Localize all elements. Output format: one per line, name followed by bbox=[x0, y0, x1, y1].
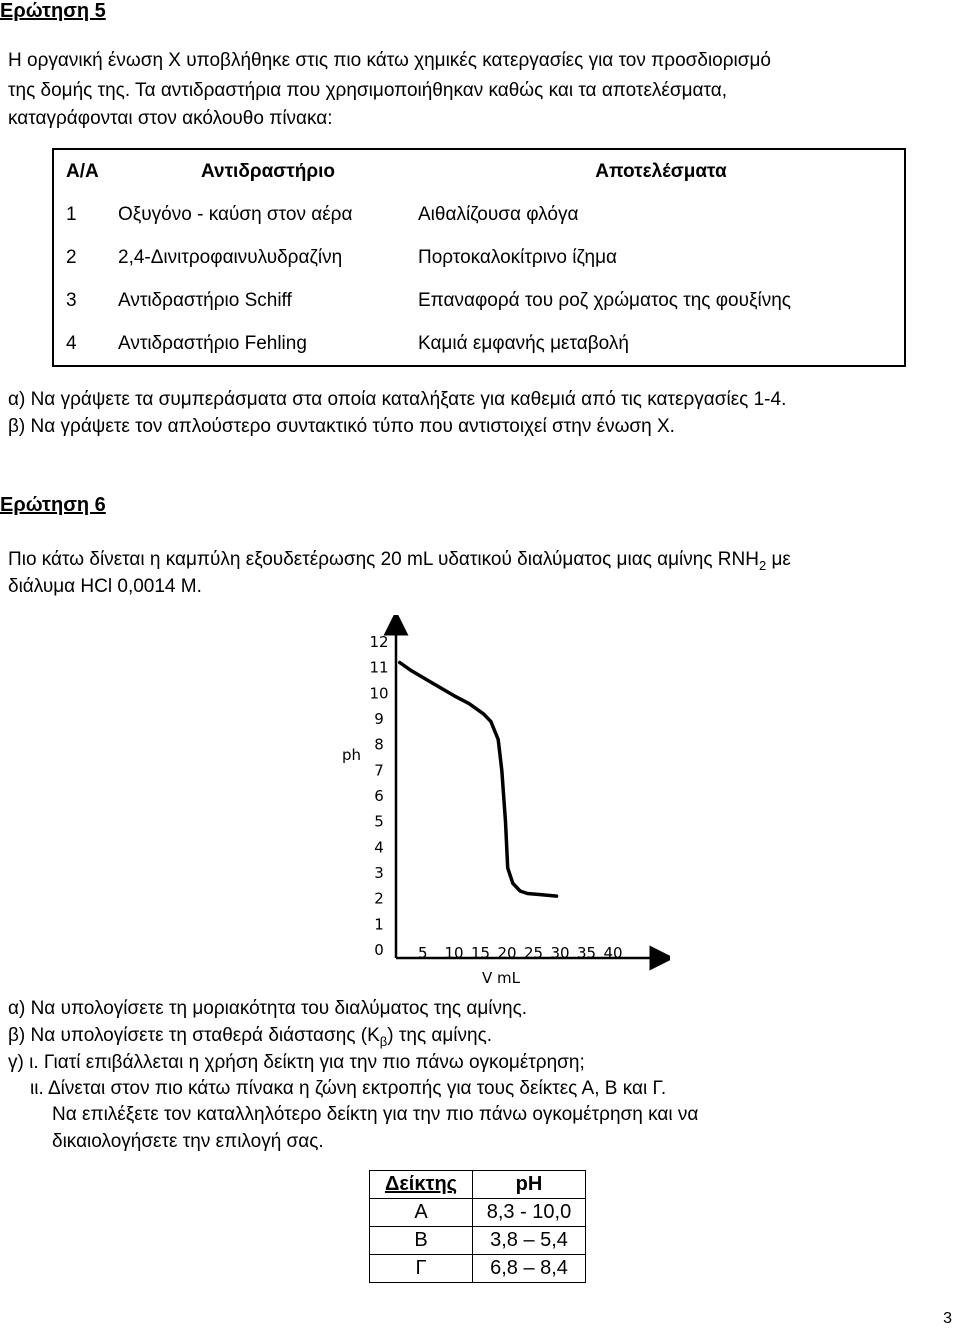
q5-intro-line-1: Η οργανική ένωση Χ υποβλήθηκε στις πιο κάτω χημικές κατεργασίες για τον προσδιορισμό bbox=[8, 50, 771, 71]
x-tick-label: 35 bbox=[577, 944, 597, 962]
y-tick-label: 7 bbox=[374, 761, 384, 780]
indicator-name: Α bbox=[370, 1199, 473, 1227]
page-number: 3 bbox=[943, 1310, 952, 1327]
y-tick-label: 9 bbox=[374, 710, 384, 728]
row-number: 4 bbox=[53, 322, 118, 366]
row-reagent: Οξυγόνο - καύση στον αέρα bbox=[118, 203, 353, 225]
y-tick-label: 2 bbox=[374, 889, 384, 908]
column-header-results: Αποτελέσματα bbox=[418, 149, 905, 193]
y-axis-label: ph bbox=[342, 746, 362, 764]
row-number: 1 bbox=[53, 193, 118, 236]
y-tick-label: 11 bbox=[369, 658, 389, 677]
column-header-ph: pH bbox=[473, 1171, 586, 1199]
x-tick-label: 15 bbox=[471, 944, 491, 962]
subscript-2: 2 bbox=[758, 557, 767, 573]
y-tick-label: 3 bbox=[374, 864, 384, 882]
row-number: 3 bbox=[53, 279, 118, 322]
y-tick-label: 6 bbox=[374, 787, 384, 805]
x-tick-label: 30 bbox=[550, 944, 570, 962]
q5-question-a: α) Να γράψετε τα συμπεράσματα στα οποία καταλήξατε για καθεμιά από τις κατεργασίες 1-4. bbox=[8, 389, 787, 410]
x-tick-label: 40 bbox=[603, 944, 623, 962]
column-header-aa: Α/Α bbox=[53, 149, 118, 193]
y-tick-label: 0 bbox=[374, 941, 384, 959]
q6-intro-line-2: διάλυμα HCl 0,0014 M. bbox=[8, 576, 202, 597]
row-reagent: Αντιδραστήριο Fehling bbox=[118, 322, 418, 366]
row-result: Αιθαλίζουσα φλόγα bbox=[418, 193, 905, 236]
q6-question-c-ii-line-3: δικαιολογήσετε την επιλογή σας. bbox=[52, 1131, 324, 1152]
titration-curve-line bbox=[400, 663, 557, 897]
column-header-reagent: Αντιδραστήριο bbox=[118, 149, 418, 193]
x-tick-label: 20 bbox=[497, 944, 517, 962]
indicator-header-row bbox=[370, 1171, 586, 1199]
q6-question-a: α) Να υπολογίσετε τη μοριακότητα του διαλύματος της αμίνης. bbox=[8, 998, 528, 1019]
table-row bbox=[53, 279, 905, 322]
indicator-range-table bbox=[369, 1170, 586, 1283]
x-tick-label: 10 bbox=[444, 944, 464, 962]
q6-intro-text: Πιο κάτω δίνεται η καμπύλη εξουδετέρωσης 20 mL υδατικού διαλύματος μιας αμίνης RNH bbox=[8, 549, 759, 570]
table-row bbox=[53, 236, 905, 279]
reagents-results-table bbox=[52, 148, 906, 367]
x-tick-label: 25 bbox=[524, 944, 544, 962]
q5-question-b: β) Να γράψετε τον απλούστερο συντακτικό τύπο που αντιστοιχεί στην ένωση Χ. bbox=[8, 416, 675, 437]
row-number: 2 bbox=[53, 236, 118, 279]
subscript-beta: β bbox=[379, 1033, 388, 1049]
q6-intro-text-end: με bbox=[766, 549, 791, 570]
indicator-range: 3,8 – 5,4 bbox=[473, 1227, 586, 1255]
q6-question-b-text-end: ) της αμίνης. bbox=[387, 1025, 493, 1046]
y-tick-label: 5 bbox=[374, 812, 384, 831]
titration-curve-chart bbox=[330, 615, 670, 990]
question-6-heading: Ερώτηση 6 bbox=[0, 494, 106, 516]
row-result: Καμιά εμφανής μεταβολή bbox=[418, 322, 905, 366]
q6-question-b-text: β) Να υπολογίσετε τη σταθερά διάστασης (K bbox=[8, 1025, 380, 1046]
table-header-row bbox=[53, 149, 905, 193]
indicator-name: Β bbox=[370, 1227, 473, 1255]
row-result: Πορτοκαλοκίτρινο ίζημα bbox=[418, 236, 905, 279]
table-row bbox=[53, 193, 905, 236]
x-axis-tick-labels bbox=[418, 944, 623, 962]
q6-question-c-ii-line-2: Να επιλέξετε τον καταλληλότερο δείκτη για την πιο πάνω ογκομέτρηση και να bbox=[52, 1104, 699, 1125]
row-reagent: Αντιδραστήριο Schiff bbox=[118, 289, 292, 311]
y-tick-label: 4 bbox=[374, 838, 384, 857]
x-tick-label: 5 bbox=[418, 944, 428, 962]
indicator-range: 6,8 – 8,4 bbox=[473, 1255, 586, 1283]
x-axis-label: V mL bbox=[482, 969, 520, 987]
q5-intro-line-3: καταγράφονται στον ακόλουθο πίνακα: bbox=[8, 108, 333, 129]
indicator-range: 8,3 - 10,0 bbox=[473, 1199, 586, 1227]
y-tick-label: 12 bbox=[369, 633, 389, 651]
row-result: Επαναφορά του ροζ χρώματος της φουξίνης bbox=[418, 279, 905, 322]
table-row bbox=[370, 1199, 586, 1227]
row-reagent: 2,4-Δινιτροφαινυλυδραζίνη bbox=[118, 246, 343, 268]
column-header-indicator: Δείκτης bbox=[370, 1171, 473, 1199]
q6-question-c-i: γ) ι. Γιατί επιβάλλεται η χρήση δείκτη για την πιο πάνω ογκομέτρηση; bbox=[8, 1052, 585, 1073]
y-tick-label: 8 bbox=[374, 735, 384, 754]
y-tick-label: 10 bbox=[369, 684, 389, 703]
q5-intro-line-2: της δομής της. Τα αντιδραστήρια που χρησιμοποιήθηκαν καθώς και τα αποτελέσματα, bbox=[8, 80, 728, 101]
question-5-heading: Ερώτηση 5 bbox=[0, 0, 106, 22]
table-row bbox=[53, 322, 905, 366]
q6-question-c-ii: ιι. Δίνεται στον πιο κάτω πίνακα η ζώνη εκτροπής για τους δείκτες Α, Β και Γ. bbox=[30, 1078, 667, 1099]
table-row bbox=[370, 1255, 586, 1283]
indicator-name: Γ bbox=[370, 1255, 473, 1283]
table-row bbox=[370, 1227, 586, 1255]
y-tick-label: 1 bbox=[374, 915, 384, 934]
y-axis-tick-labels bbox=[369, 633, 388, 959]
